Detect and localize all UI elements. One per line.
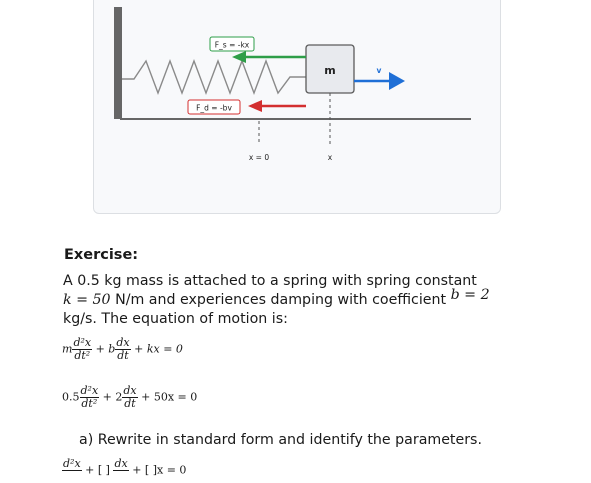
velocity-label: v (376, 66, 382, 75)
damping-force-label: F_d = -bv (196, 103, 232, 113)
spring-force-label: F_s = -kx (214, 40, 250, 50)
eq3-middle: + [ ] (85, 463, 110, 477)
eq2-mass: 0.5 (62, 390, 80, 404)
damping-force-arrowhead (248, 100, 262, 112)
velocity-arrowhead (389, 72, 405, 90)
eq2-first-derivative: $\frac{dx}{dt}$ (123, 384, 137, 410)
description-line-2: N/m and experiences damping with coefficient (115, 292, 447, 308)
exercise-description (63, 272, 518, 329)
general-equation (62, 337, 183, 362)
spring (122, 61, 306, 93)
standard-form-equation (62, 458, 186, 483)
eq3-tail: + [ ]x = 0 (132, 463, 187, 477)
eq2-damping-term: + 2 (102, 390, 123, 404)
eq3-second-derivative: d²x (63, 457, 81, 470)
wall (114, 7, 122, 119)
eq1-damping-term: + b (95, 342, 116, 356)
damping-coefficient-expr: b = 2 (450, 287, 490, 303)
eq2-second-derivative: $\frac{\text{d²x}}{\text{dt²}}$ (80, 384, 99, 410)
eq1-first-derivative: $\frac{dx}{dt}$ (116, 336, 130, 362)
eq2-spring-term: + 50x = 0 (141, 390, 198, 404)
diagram-card (93, 0, 501, 214)
spring-constant-expr: k = 50 (63, 292, 111, 308)
position-label: x (327, 153, 333, 162)
eq1-spring-term: + kx = 0 (134, 342, 183, 356)
eq1-mass: m (62, 342, 73, 356)
mass-label: m (324, 64, 336, 77)
description-line-3: kg/s. The equation of motion is: (63, 311, 288, 327)
exercise-heading: Exercise: (64, 247, 139, 263)
question-a: a) Rewrite in standard form and identify the parameters. (79, 432, 482, 448)
specific-equation (62, 385, 197, 410)
description-line-1: A 0.5 kg mass is attached to a spring with spring constant (63, 273, 477, 289)
equilibrium-label: x = 0 (248, 153, 270, 162)
eq3-first-derivative: dx (114, 457, 128, 470)
eq1-second-derivative: $\frac{\text{d²x}}{\text{dt²}}$ (73, 336, 92, 362)
spring-force-arrowhead (232, 51, 246, 63)
mass-spring-damper-diagram (94, 0, 500, 213)
